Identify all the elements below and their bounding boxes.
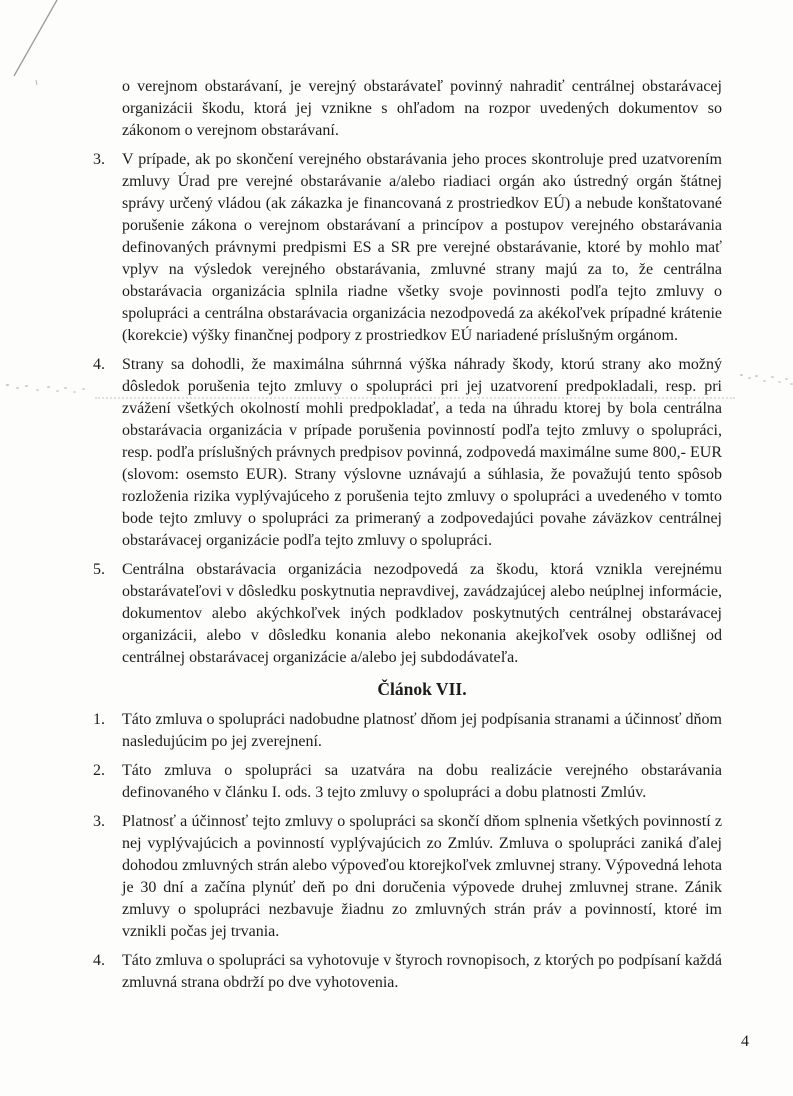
- scan-corner-line-artifact: [0, 0, 80, 100]
- list-item-text: Táto zmluva o spolupráci sa uzatvára na dobu realizácie verejného obstarávania definovaného v článku I. ods. 3 tejto zmluvy o spolupráci a dobu platnosti Zmlúv.: [122, 762, 722, 801]
- list-item-number: 4.: [93, 356, 105, 373]
- list-item-number: 2.: [93, 762, 105, 779]
- list-item-number: 3.: [93, 813, 105, 830]
- page-number: 4: [741, 1033, 749, 1050]
- list-item-vi-5: [93, 559, 722, 669]
- list-item-number: 4.: [93, 952, 105, 969]
- document-body: [93, 76, 722, 1001]
- list-item-vii-4: [93, 950, 722, 994]
- list-item-text: Táto zmluva o spolupráci nadobudne platnosť dňom jej podpísania stranami a účinnosť dňom nasledujúcim po jej zverejnení.: [122, 711, 722, 750]
- list-item-number: 5.: [93, 561, 105, 578]
- scan-noise-left-margin: [6, 384, 9, 386]
- list-item-text: Strany sa dohodli, že maximálna súhrnná výška náhrady škody, ktorú strany ako možný dôsledok porušenia tejto zmluvy o spolupráci pri jej uzatvorení predpokladali, resp. pri zvážení všetkých okolností mohli predpokladať, a teda na úhradu ktorej by bola centrálna obstarávacia organizácia v prípade porušenia povinností podľa tejto zmluvy o spolupráci, resp. podľa príslušných právnych predpisov povinná, zodpovedá maximálne sume 800,- EUR (slovom: osemsto EUR). Strany výslovne uznávajú a súhlasia, že považujú tento spôsob rozloženia rizika vyplývajúceho z porušenia tejto zmluvy o spolupráci a uvedeného v tomto bode tejto zmluvy o spolupráci za primeraný a zodpovedajúci povahe záväzkov centrálnej obstarávacej organizácie podľa tejto zmluvy o spolupráci.: [122, 356, 722, 549]
- list-item-number: 3.: [93, 151, 105, 168]
- paragraph-continuation: o verejnom obstarávaní, je verejný obstarávateľ povinný nahradiť centrálnej obstarávacej organizácii škodu, ktorá jej vznikne s ohľadom na rozpor uvedených dokumentov so zákonom o verejnom obstarávaní.: [122, 78, 722, 139]
- list-item-vi-3: [93, 149, 722, 347]
- list-item-vii-3: [93, 811, 722, 943]
- list-item-vi-4: [93, 354, 722, 552]
- list-item-vii-2: [93, 760, 722, 804]
- list-item-text: Táto zmluva o spolupráci sa vyhotovuje v štyroch rovnopisoch, z ktorých po podpísaní každá zmluvná strana obdrží po dve vyhotovenia.: [122, 952, 722, 991]
- list-item-number: 1.: [93, 711, 105, 728]
- scan-noise-right-margin: [740, 374, 743, 376]
- article-vii-heading: Článok VII.: [377, 679, 467, 699]
- list-item-text: Platnosť a účinnosť tejto zmluvy o spolupráci sa skončí dňom splnenia všetkých povinností z nej vyplývajúcich a povinností vyplývajúcich zo Zmlúv. Zmluva o spolupráci zaniká ďalej dohodou zmluvných strán alebo výpoveďou ktorejkoľvek zmluvnej strany. Výpovedná lehota je 30 dní a začína plynúť deň po dni doručenia výpovede druhej zmluvnej strane. Zánik zmluvy o spolupráci nezbavuje žiadnu zo zmluvných strán práv a povinností, ktoré im vznikli počas jej trvania.: [122, 813, 722, 940]
- list-item-vii-1: [93, 709, 722, 753]
- list-item-text: Centrálna obstarávacia organizácia nezodpovedá za škodu, ktorá vznikla verejnému obstarávateľovi v dôsledku poskytnutia nepravdivej, zavádzajúcej alebo neúplnej informácie, dokumentov alebo akýchkoľvek iných podkladov poskytnutých centrálnej obstarávacej organizácii, alebo v dôsledku konania alebo nekonania akejkoľvek osoby odlišnej od centrálnej obstarávacej organizácie a/alebo jej subdodávateľa.: [122, 561, 722, 666]
- list-item-text: V prípade, ak po skončení verejného obstarávania jeho proces skontroluje pred uzatvorením zmluvy Úrad pre verejné obstarávanie a/alebo riadiaci orgán ako ústredný orgán štátnej správy určený vládou (ak zákazka je financovaná z prostriedkov EÚ) a nebude konštatované porušenie zákona o verejnom obstarávaní a princípov a postupov verejného obstarávania definovaných právnymi predpismi ES a SR pre verejné obstarávanie, ktoré by mohlo mať vplyv na výsledok verejného obstarávania, zmluvné strany majú za to, že centrálna obstarávacia organizácia splnila riadne všetky svoje povinnosti podľa tejto zmluvy o spolupráci a centrálna obstarávacia organizácia nezodpovedá za akékoľvek prípadné krátenie (korekcie) výšky finančnej podpory z prostriedkov EÚ nariadené príslušným orgánom.: [122, 151, 722, 344]
